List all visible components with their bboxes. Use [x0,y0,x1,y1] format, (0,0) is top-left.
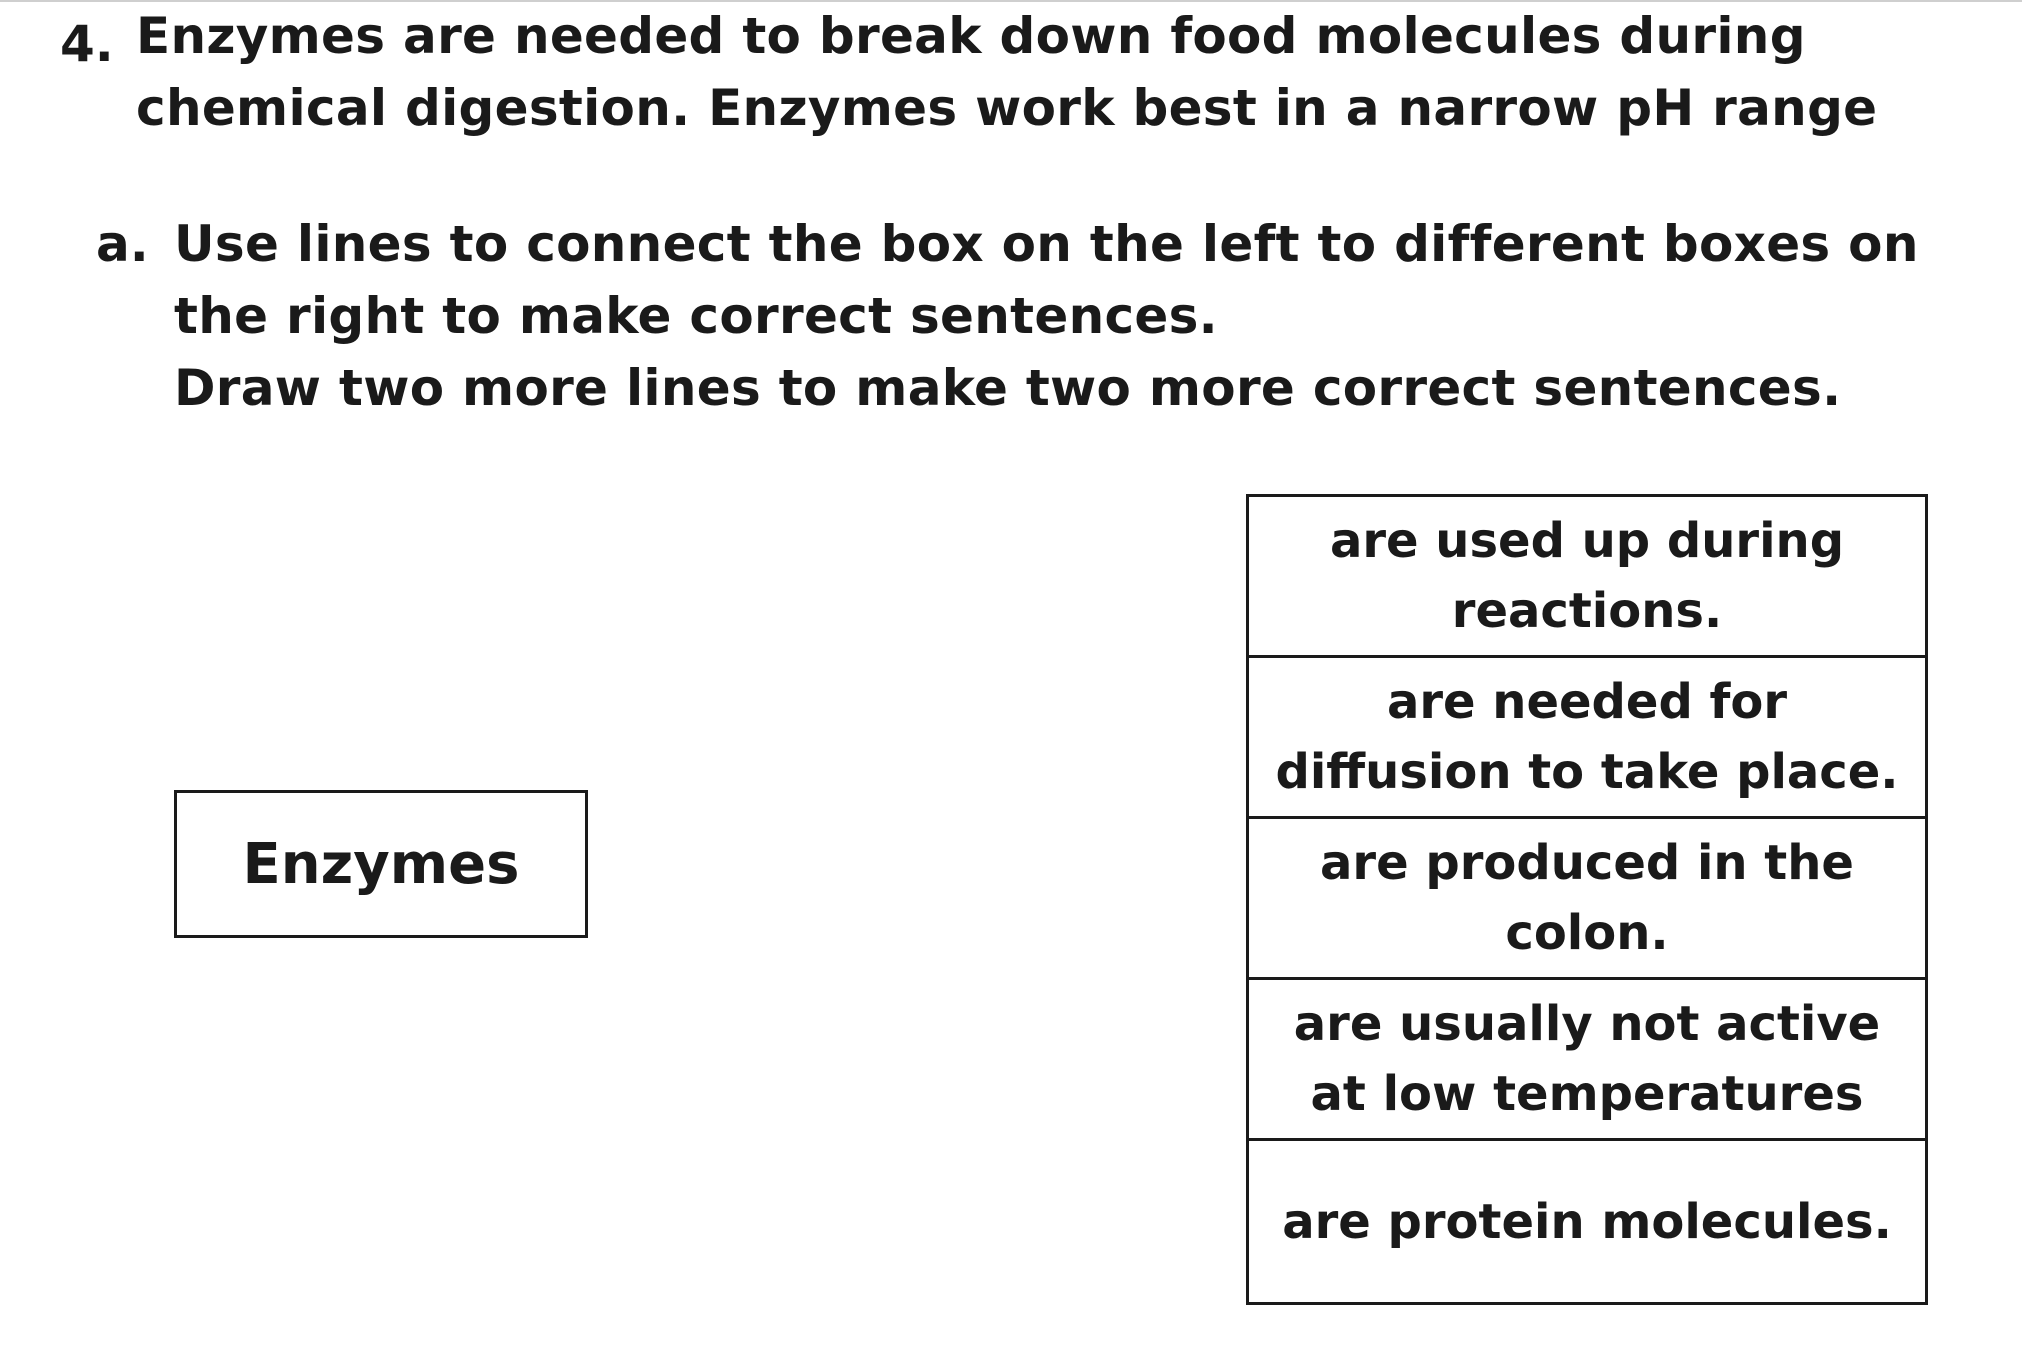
option-diffusion[interactable]: are needed for diffusion to take place. [1249,658,1925,819]
option-low-temperatures[interactable]: are usually not active at low temperatures [1249,980,1925,1141]
part-a-instruction: Draw two more lines to make two more correct sentences. [174,359,1842,417]
option-protein-molecules[interactable]: are protein molecules. [1282,1193,1892,1250]
question-text: Enzymes are needed to break down food molecules during chemical digestion. Enzymes work best in a narrow pH range [136,7,1878,137]
option-used-up[interactable]: are used up during reactions. [1249,497,1925,658]
question-number: 4. [60,15,114,73]
part-a-label: a. [96,215,149,273]
sentence-endings-table [1246,494,1928,1305]
option-colon[interactable]: are produced in the colon. [1249,819,1925,980]
part-a-text: Use lines to connect the box on the left to different boxes on the right to make correct sentences. [174,215,1919,345]
enzymes-box[interactable]: Enzymes [174,790,588,938]
